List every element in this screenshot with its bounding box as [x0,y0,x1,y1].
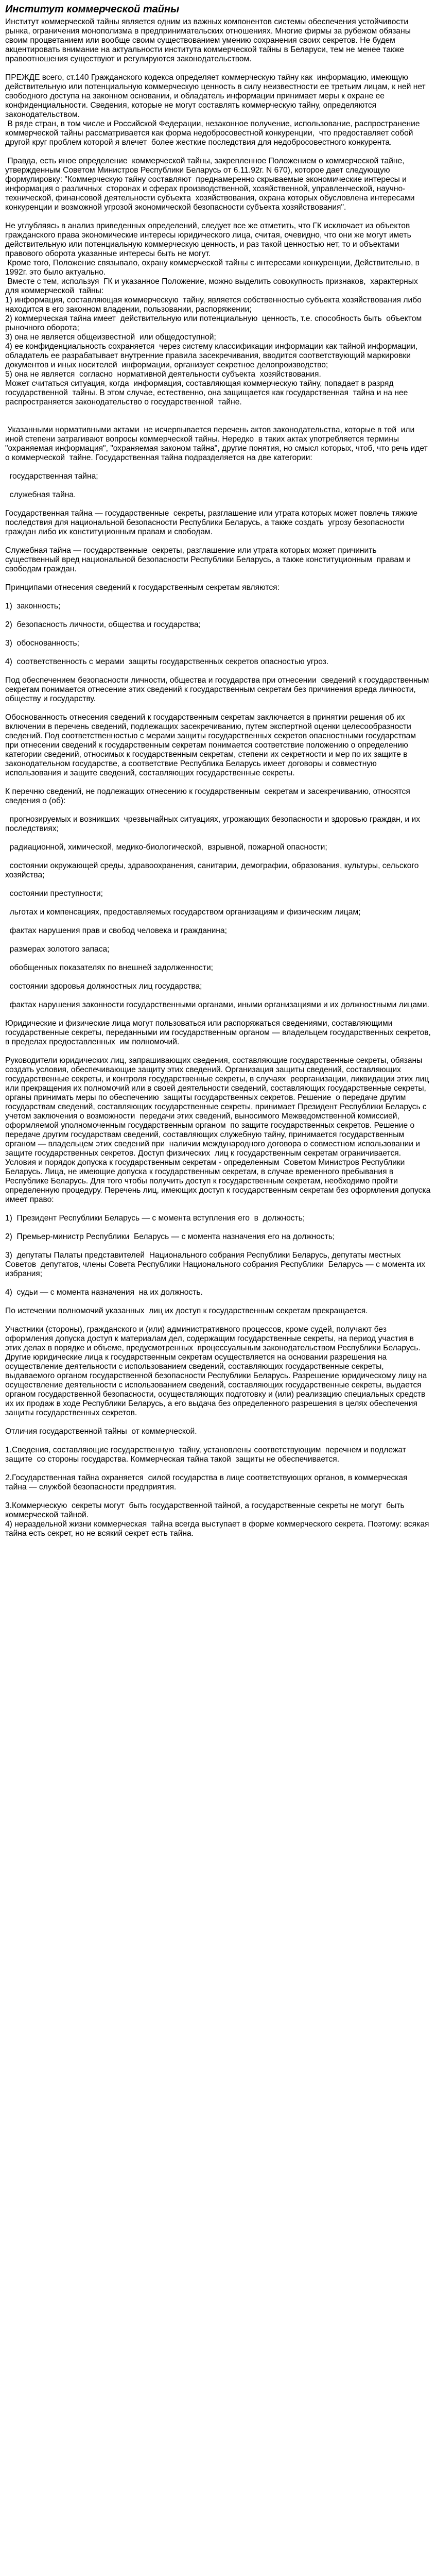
article-paragraph: Указанными нормативными актами не исчерпывается перечень актов законодательства, которые в той или иной степени затрагивают вопросы коммерческой тайны. Нередко в таких актах употребляется термины "охраняемая информация", "охраняемая законом тайна", другие понятия, но смысл которых, чтоб, что речь идет о коммерческой тайне. Государственная тайна подразделяется на две категории: [5,426,430,462]
article-paragraph: Отличия государственной тайны от коммерческой. [5,1427,197,1436]
article-paragraph: 2.Государственная тайна охраняется силой государства в лице соответствующих органов, в коммерческая тайна — службой безопасности предприятия. [5,1473,412,1492]
paragraph-spacer [5,1492,431,1501]
article-paragraph: 1.Сведения, составляющие государственную тайну, установлены соответствующим перечнем и подлежат защите со стороны государства. Коммерческая тайна такой защиты не обеспечивается. [5,1446,409,1464]
paragraph-spacer [5,611,431,620]
paragraph-spacer [5,880,431,889]
article-paragraph: 4) ее конфиденциальность сохраняется через систему классификации информации как тайной информации, обладатель ее разрабатывает внутренние правила засекречивания, вводится соответствующий маркировки документов и иных носителей информации, организует секретное делопроизводство; [5,342,420,369]
paragraph-spacer [5,500,431,509]
paragraph-spacer [5,537,431,546]
article-paragraph: В ряде стран, в том числе и Российской Федерации, незаконное получение, использование, распространение коммерческой тайны рассматривается как форма недобросовестной конкуренции, что предоставляет собой другой круг проблем которой я влечет более жесткие последствия для недобросовестного конкурента. [5,120,422,147]
article-paragraph: Обоснованность отнесения сведений к государственным секретам заключается в принятии решения об их включении в перечень сведений, подлежащих засекречиванию, путем экспертной оценки целесообразности сведений. Под соответственностью с мерами защиты государственных секретов опасностными государствам при отнесении сведений к государственным секретам понимается соответствие положению о определению категории сведений, относимых к государственным секретам, степени их секретности и мер по их защите в законодательном государстве, а соответствие Республика Беларусь имеет договоры и совместную использования и защите сведений, составляющих государственные секреты. [5,713,418,777]
article-paragraph: 4) судьи — с момента назначения на их должность. [5,1288,203,1297]
article-paragraph: служебная тайна. [5,490,76,499]
paragraph-spacer [5,630,431,639]
paragraph-spacer [5,973,431,982]
paragraph-spacer [5,481,431,490]
paragraph-spacer [5,407,431,426]
paragraph-spacer [5,1242,431,1251]
paragraph-spacer [5,64,431,73]
article-paragraph: радиационной, химической, медико-биологической, взрывной, пожарной опасности; [5,843,327,852]
article-paragraph: 5) она не является согласно нормативной деятельности субъекта хозяйствования. [5,370,321,379]
article-paragraph: Под обеспечением безопасности личности, общества и государства при отнесении сведений к государственным секретам понимается отнесение этих сведений к государственным секретам без причинения вреда личности, обществу и государству. [5,676,431,703]
article-paragraph: 2) Премьер-министр Республики Беларусь — с момента назначения его на должность; [5,1232,335,1241]
paragraph-spacer [5,667,431,676]
paragraph-spacer [5,212,431,222]
article-paragraph: 3) обоснованность; [5,639,79,648]
paragraph-spacer [5,1010,431,1019]
paragraph-spacer [5,778,431,787]
article-paragraph: прогнозируемых и возникших чрезвычайных ситуациях, угрожающих безопасности и здоровью граждан, и их последствиях; [5,815,423,833]
article-paragraph: Может считаться ситуация, когда информация, составляющая коммерческую тайну, попадает в разряд государственной тайны. В этом случае, естественно, она защищается как государственная тайна и на нее распространяется законодательство о государственной тайне. [5,379,410,406]
article-paragraph: По истечении полномочий указанных лиц их доступ к государственным секретам прекращается. [5,1307,368,1315]
article-paragraph: 3) она не является общеизвестной или общедоступной; [5,333,216,342]
article-paragraph: 1) законность; [5,602,61,611]
article-paragraph: состоянии здоровья должностных лиц государства; [5,982,202,991]
paragraph-spacer [5,1205,431,1214]
paragraph-spacer [5,917,431,926]
article-paragraph: К перечню сведений, не подлежащих отнесению к государственным секретам и засекречиванию, относятся сведения о (об): [5,787,415,805]
article-paragraph: 1) информация, составляющая коммерческую тайну, является собственностью субъекта хозяйствования либо находится в его законном владении, пользовании, распоряжении; [5,296,426,314]
article-paragraph: Не углубляясь в анализ приведенных определений, следует все же отметить, что ГК исключает из объектов гражданского права экономические интересы юридического лица, считая, очевидно, что они же могут иметь действительную или потенциальную коммерческую ценность, и раз такой ценностью нет, то и объектами правового оборота указанные интересы быть не могут. [5,222,414,258]
article-paragraph: Участники (стороны), гражданского и (или) административного процессов, кроме судей, получают без оформления допуска доступ к материалам дел, содержащим государственные секреты, на период участия в этих делах в порядке и объеме, предусмотренных процессуальным законодательством Республики Беларусь. Другие юридические лица к государственным секретам осуществляется на основании разрешения на осуществление деятельности с использованием сведений, составляющих государственные секреты, выдаваемого органом государственной безопасности Республики Беларусь. Разрешение юридическому лицу на осуществление деятельности с использованием сведений, составляющих государственные секреты, выдается органом государственной безопасности, осуществляющих подготовку и (или) реализацию специальных средств их их продаж в ходе Республики Беларусь, а его выдача без определенного разрешения в целях обеспечения защиты государственных секретов. [5,1325,429,1417]
article-paragraph: Юридические и физические лица могут пользоваться или распоряжаться сведениями, составляющими государственные секреты, переданными им государственным органом — владельцем государственных секретов, в пределах предоставленных им полномочий. [5,1019,433,1046]
paragraph-spacer [5,936,431,945]
paragraph-spacer [5,1223,431,1232]
paragraph-spacer [5,899,431,908]
article-paragraph: 2) коммерческая тайна имеет действительную или потенциальную ценность, т.е. способность быть объектом рыночного оборота; [5,314,424,332]
paragraph-spacer [5,704,431,713]
paragraph-spacer [5,648,431,657]
article-paragraph: ПРЕЖДЕ всего, ст.140 Гражданского кодекса определяет коммерческую тайну как информацию, имеющую действительную или потенциальную коммерческую ценность в силу неизвестности ее третьим лицам, к ней нет свободного доступа на законном основании, и обладатель информации принимает меры к охране ее конфиденциальности. Сведения, которые не могут составлять коммерческую тайну, определяются законодательством. [5,73,428,119]
article-paragraph: обобщенных показателях по внешней задолженности; [5,963,214,972]
article-paragraph: Кроме того, Положение связывало, охрану коммерческой тайны с интересами конкуренции, Действительно, в 1992г. это было актуально. [5,259,422,277]
article-paragraph: Правда, есть иное определение коммерческой тайны, закрепленное Положением о коммерческой тайне, утвержденным Советом Министров Республики Беларусь от 6.11.92г. N 670), которое дает следующую формулировку: "Коммерческую тайну составляют преднамеренно скрываемые экономические интересы и информация о различных сторонах и сферах производственной, хозяйственной, управленческой, научно-технической, финансовой деятельности субъекта хозяйствования, охрана которых обусловлена интересами конкуренции и возможной угрозой экономической безопасности субъекта хозяйствования". [5,157,417,212]
paragraph-spacer [5,147,431,157]
article-paragraph: Руководители юридических лиц, запрашивающих сведения, составляющие государственные секреты, обязаны создать условия, обеспечивающие защиту этих сведений. Организация защиты сведений, составляющих государственные секреты, и контроля государственные секреты, в случаях реорганизации, ликвидации этих лиц или прекращения их полномочий или в своей деятельности сведений, составляющих государственные секреты, органы принимать меры по обеспечению защиты государственных секретов. Решение о передаче другим государствам сведений, составляющих государственные секреты, принимает Президент Республики Беларусь с учетом заключения о возможности передачи этих сведений, выносимого Межведомственной комиссией, оформляемой уполномоченным государственным органом по защите государственных секретов. Решение о передаче другим государствам сведений, составляющих служебную тайну, принимается государственным органом — владельцем этих сведений при наличии международного договора о совместном использовании и защите государственных секретов. Доступ физических лиц к государственным секретам ограничивается. Условия и порядок допуска к государственным секретам - определенным Советом Министров Республики Беларусь. Лица, не имеющие допуска к государственным секретам, в случае временного пребывания в Республике Беларусь. Для того чтобы получить доступ к государственным секретам, необходимо пройти определенную процедуру. Перечень лиц, имеющих доступ к государственным секретам без оформления допуска имеет право: [5,1056,433,1204]
paragraph-spacer [5,574,431,583]
article-paragraph: 1) Президент Республики Беларусь — с момента вступления его в должность; [5,1214,305,1223]
paragraph-spacer [5,834,431,843]
paragraph-spacer [5,806,431,815]
paragraph-spacer [5,1047,431,1056]
paragraph-spacer [5,991,431,1001]
article-paragraph: 3) депутаты Палаты представителей Национального собрания Республики Беларусь, депутаты местных Советов депутатов, члены Совета Республики Национального собрания Республики Беларусь — с момента их избрания; [5,1251,428,1278]
article-paragraph: размерах золотого запаса; [5,945,110,954]
article-paragraph: фактах нарушения законности государственными органами, иными организациями и их должностными лицами. [5,1001,429,1009]
article-paragraph: 4) нераздельной жизни коммерческая тайна всегда выступает в форме коммерческого секрета. Поэтому: всякая тайна есть секрет, но не всякий секрет есть тайна. [5,1520,431,1538]
article-paragraph: 3.Коммерческую секреты могут быть государственной тайной, а государственные секреты не могут быть коммерческой тайной. [5,1501,407,1519]
paragraph-spacer [5,1297,431,1307]
paragraph-spacer [5,1279,431,1288]
article-paragraph: 2) безопасность личности, общества и государства; [5,620,201,629]
article-paragraph: фактах нарушения прав и свобод человека и гражданина; [5,926,227,935]
paragraph-spacer [5,1418,431,1427]
article-paragraph: льготах и компенсациях, предоставляемых государством организациям и физическим лицам; [5,908,361,917]
paragraph-spacer [5,592,431,602]
article-paragraph: состоянии преступности; [5,889,103,898]
article-paragraph: 4) соответственность с мерами защиты государственных секретов опасностью угроз. [5,657,329,666]
article-paragraph: Принципами отнесения сведений к государственным секретам являются: [5,583,280,592]
article-title: Институт коммерческой тайны [5,4,180,15]
article-paragraph: состоянии окружающей среды, здравоохранения, санитарии, демографии, образования, культуры, сельского хозяйства; [5,861,421,879]
article-paragraph: Институт коммерческой тайны является одним из важных компонентов системы обеспечения устойчивости рынка, ограничения монополизма в предпринимательских отношениях. Многие фирмы за рубежом обязаны своим процветанием или вообще своим существованием умению сохранения своих секретов. Не будем акцентировать внимание на актуальности института коммерческой тайны в Беларуси, тем не менее также правоотношения существуют и регулируются законодательством. [5,18,413,63]
paragraph-spacer [5,1316,431,1325]
article-body [5,18,431,1538]
paragraph-spacer [5,852,431,861]
article-paragraph: Вместе с тем, используя ГК и указанное Положение, можно выделить совокупность признаков, характерных для коммерческой тайны: [5,277,421,295]
paragraph-spacer [5,1436,431,1446]
paragraph-spacer [5,463,431,472]
article-paragraph: Служебная тайна — государственные секреты, разглашение или утрата которых может причинить существенный вред национальной безопасности Республики Беларусь, а также конституционным правам и свободам граждан. [5,546,413,573]
paragraph-spacer [5,954,431,963]
paragraph-spacer [5,1464,431,1473]
article-paragraph: государственная тайна; [5,472,98,481]
article-paragraph: Государственная тайна — государственные секреты, разглашение или утрата которых может повлечь тяжкие последствия для национальной безопасности Республики Беларусь, а также создать угрозу безопасности граждан либо их конституционным правам и свободам. [5,509,420,536]
